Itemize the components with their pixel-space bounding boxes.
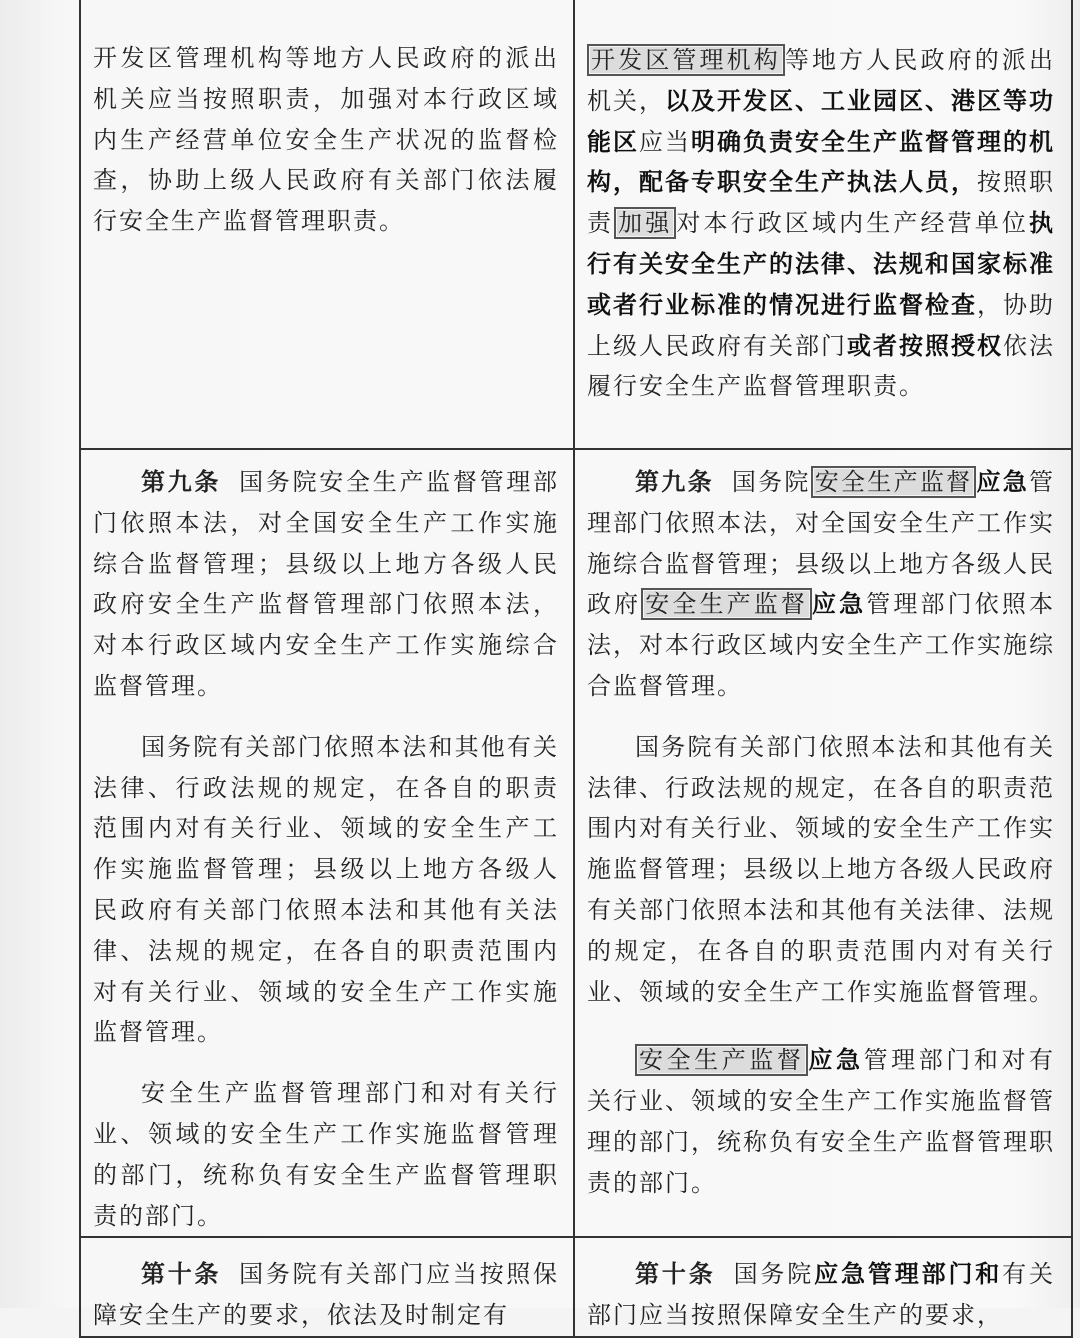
table-row xyxy=(80,1237,1072,1337)
old-text-cell xyxy=(80,1237,574,1337)
deleted-text-highlight: 安全生产监督 xyxy=(641,588,812,620)
old-paragraph: 第十条 国务院有关部门应当按照保障安全生产的要求，依法及时制定有 xyxy=(93,1259,560,1330)
old-paragraph: 开发区管理机构等地方人民政府的派出机关应当按照职责，加强对本行政区域内生产经营单位安全生产状况的监督检查，协助上级人民政府有关部门依法履行安全生产监督管理职责。 xyxy=(93,44,559,236)
new-paragraph: 第九条 国务院 安全生产监督 应急管理部门依照本法，对全国安全生产工作实施综合监督管理；县级以上地方各级人民政府 安全生产监督 应急管理部门依照本法，对本行政区域内安全生产工作实施综合监督管理。 xyxy=(587,467,1056,700)
deleted-text-highlight: 安全生产监督 xyxy=(635,1044,808,1076)
added-text: 明确负责安全生产监督管理的机构，配备专职安全生产执法人员， xyxy=(587,126,1055,197)
article-heading: 第九条 xyxy=(141,467,222,496)
added-text: 应急 xyxy=(808,1045,864,1075)
new-text-cell xyxy=(574,1237,1072,1337)
old-paragraph: 第九条 国务院安全生产监督管理部门依照本法，对全国安全生产工作实施综合监督管理；县级以上地方各级人民政府安全生产监督管理部门依照本法，对本行政区域内安全生产工作实施综合监督管理。 xyxy=(93,467,560,700)
old-paragraph: 安全生产监督管理部门和对有关行业、领域的安全生产工作实施监督管理的部门，统称负有安全生产监督管理职责的部门。 xyxy=(93,1079,559,1230)
added-text: 应急 xyxy=(812,589,867,619)
table-row xyxy=(80,0,1072,449)
article-heading: 第十条 xyxy=(141,1259,222,1289)
new-paragraph: 开发区管理机构 等地方人民政府的派出机关，以及开发区、工业园区、港区等功能区应当明确负责安全生产监督管理的机构，配备专职安全生产执法人员，按照职责 加强 对本行政区域内生产经营单位执行有关安全生产的法律、法规和国家标准或者行业标准的情况进行监督检查，协助上级人民政府有关部门或者按照授权依法履行安全生产监督管理职责。 xyxy=(587,46,1055,401)
new-paragraph: 国务院有关部门依照本法和其他有关法律、行政法规的规定，在各自的职责范围内对有关行业、领域的安全生产工作实施监督管理；县级以上地方各级人民政府有关部门依照本法和其他有关法律、法规的规定，在各自的职责范围内对有关行业、领域的安全生产工作实施监督管理。 xyxy=(587,732,1055,1006)
article-heading: 第十条 xyxy=(635,1259,716,1289)
added-text: 以及开发区、工业园区、港区等功能区 xyxy=(587,85,1055,156)
new-paragraph: 第十条 国务院应急管理部门和有关部门应当按照保障安全生产的要求， xyxy=(587,1259,1056,1330)
new-text-cell xyxy=(574,449,1072,1237)
new-paragraph: 安全生产监督 应急管理部门和对有关行业、领域的安全生产工作实施监督管理的部门，统称负有安全生产监督管理职责的部门。 xyxy=(587,1045,1056,1197)
deleted-text-highlight: 开发区管理机构 xyxy=(587,44,785,76)
old-text-cell xyxy=(80,449,574,1237)
deleted-text-highlight: 安全生产监督 xyxy=(811,466,977,498)
added-text: 应急管理部门和 xyxy=(814,1259,1003,1289)
old-text-cell xyxy=(80,0,574,449)
table-row xyxy=(80,449,1072,1237)
article-heading: 第九条 xyxy=(635,467,714,496)
deleted-text-highlight: 加强 xyxy=(614,207,676,239)
added-text: 应急 xyxy=(976,467,1030,496)
law-comparison-table xyxy=(79,0,1073,1338)
added-text: 执行有关安全生产的法律、法规和国家标准或者行业标准的情况进行监督检查 xyxy=(587,208,1055,319)
old-paragraph: 国务院有关部门依照本法和其他有关法律、行政法规的规定，在各自的职责范围内对有关行业、领域的安全生产工作实施监督管理；县级以上地方各级人民政府有关部门依照本法和其他有关法律、法规的规定，在各自的职责范围内对有关行业、领域的安全生产工作实施监督管理。 xyxy=(93,732,559,1047)
added-text: 或者按照授权 xyxy=(847,330,1003,360)
new-text-cell xyxy=(574,0,1072,449)
